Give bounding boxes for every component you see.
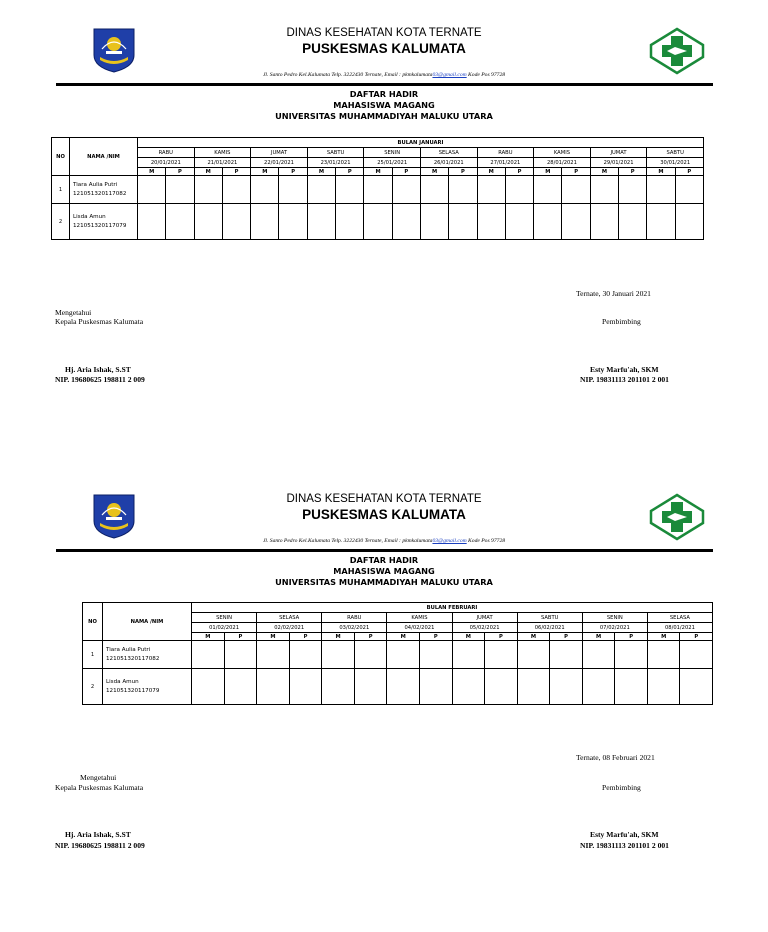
attendance-cell[interactable] [194, 204, 222, 240]
supervisor-nip: NIP. 19831113 201101 2 001 [580, 841, 669, 850]
attendance-cell[interactable] [257, 669, 290, 705]
attendance-cell[interactable] [419, 669, 452, 705]
afternoon-col-header: P [675, 168, 703, 176]
student-name: Tiara Aulia Putri [106, 646, 151, 653]
month-header: BULAN JANUARI [138, 138, 704, 148]
month-header: BULAN FEBRUARI [192, 603, 713, 613]
attendance-cell[interactable] [420, 204, 448, 240]
attendance-sheet-february [0, 466, 768, 932]
afternoon-col-header: P [392, 168, 420, 176]
attendance-cell[interactable] [224, 641, 257, 669]
morning-col-header: M [477, 168, 505, 176]
morning-col-header: M [647, 633, 680, 641]
no-header: NO [83, 603, 103, 641]
day-date: 03/02/2021 [322, 623, 387, 633]
date-line: Ternate, 08 Februari 2021 [576, 753, 655, 762]
attendance-cell[interactable] [392, 204, 420, 240]
postal-code: Kode Pos 97728 [466, 72, 506, 78]
attendance-cell[interactable] [647, 669, 680, 705]
day-date: 22/01/2021 [251, 158, 308, 168]
morning-col-header: M [452, 633, 485, 641]
attendance-cell[interactable] [485, 669, 518, 705]
day-name: RABU [138, 148, 195, 158]
attendance-cell[interactable] [387, 641, 420, 669]
attendance-cell[interactable] [279, 204, 307, 240]
attendance-table [51, 137, 704, 240]
attendance-cell[interactable] [485, 641, 518, 669]
health-cross-logo [649, 27, 705, 75]
day-date: 28/01/2021 [534, 158, 591, 168]
supervisor-title: Pembimbing [602, 783, 641, 792]
morning-col-header: M [387, 633, 420, 641]
supervisor-nip: NIP. 19831113 201101 2 001 [580, 375, 669, 384]
attendance-cell[interactable] [257, 641, 290, 669]
address-line [0, 72, 768, 78]
day-name: SENIN [364, 148, 421, 158]
attendance-cell[interactable] [392, 176, 420, 204]
student-name: Lisda Amun [106, 678, 139, 685]
name-header: NAMA /NIM [103, 603, 192, 641]
day-date: 04/02/2021 [387, 623, 452, 633]
attendance-cell[interactable] [192, 641, 225, 669]
name-header: NAMA /NIM [70, 138, 138, 176]
head-name: Hj. Aria Ishak, S.ST [65, 365, 131, 374]
attendance-cell[interactable] [590, 204, 618, 240]
morning-col-header: M [647, 168, 675, 176]
attendance-cell[interactable] [364, 204, 392, 240]
attendance-cell[interactable] [452, 669, 485, 705]
morning-col-header: M [138, 168, 166, 176]
morning-col-header: M [534, 168, 562, 176]
attendance-cell[interactable] [222, 204, 250, 240]
attendance-cell[interactable] [222, 176, 250, 204]
day-name: KAMIS [194, 148, 251, 158]
afternoon-col-header: P [619, 168, 647, 176]
day-name: RABU [322, 613, 387, 623]
postal-code: Kode Pos 97728 [466, 538, 506, 544]
doc-title-2: MAHASISWA MAGANG [333, 566, 435, 576]
day-name: SENIN [192, 613, 257, 623]
student-cell [103, 669, 192, 705]
attendance-cell[interactable] [680, 641, 713, 669]
student-cell [70, 176, 138, 204]
doc-title-1: DAFTAR HADIR [349, 89, 419, 99]
attendance-cell[interactable] [550, 669, 583, 705]
attendance-cell[interactable] [307, 176, 335, 204]
attendance-cell[interactable] [534, 204, 562, 240]
day-date: 07/02/2021 [582, 623, 647, 633]
student-nim: 121051320117079 [73, 222, 127, 229]
doc-title-3: UNIVERSITAS MUHAMMADIYAH MALUKU UTARA [275, 577, 493, 587]
supervisor-name: Esty Marfu'ah, SKM [590, 365, 659, 374]
student-cell [70, 204, 138, 240]
day-name: KAMIS [387, 613, 452, 623]
day-date: 01/02/2021 [192, 623, 257, 633]
student-name: Tiara Aulia Putri [73, 181, 118, 188]
attendance-cell[interactable] [517, 669, 550, 705]
day-name: JUMAT [452, 613, 517, 623]
attendance-cell[interactable] [307, 204, 335, 240]
attendance-cell[interactable] [550, 641, 583, 669]
afternoon-col-header: P [485, 633, 518, 641]
head-nip: NIP. 19680625 198811 2 009 [55, 841, 145, 850]
afternoon-col-header: P [419, 633, 452, 641]
row-number: 1 [52, 176, 70, 204]
attendance-cell[interactable] [517, 641, 550, 669]
morning-col-header: M [194, 168, 222, 176]
day-date: 02/02/2021 [257, 623, 322, 633]
attendance-cell[interactable] [166, 204, 194, 240]
attendance-cell[interactable] [194, 176, 222, 204]
morning-col-header: M [307, 168, 335, 176]
day-date: 27/01/2021 [477, 158, 534, 168]
doc-title-3: UNIVERSITAS MUHAMMADIYAH MALUKU UTARA [275, 111, 493, 121]
afternoon-col-header: P [336, 168, 364, 176]
day-name: SABTU [647, 148, 704, 158]
afternoon-col-header: P [279, 168, 307, 176]
afternoon-col-header: P [505, 168, 533, 176]
afternoon-col-header: P [449, 168, 477, 176]
day-name: JUMAT [251, 148, 308, 158]
day-name: SELASA [647, 613, 712, 623]
attendance-table [82, 602, 713, 705]
afternoon-col-header: P [354, 633, 387, 641]
afternoon-col-header: P [224, 633, 257, 641]
attendance-cell[interactable] [647, 641, 680, 669]
morning-col-header: M [364, 168, 392, 176]
day-name: JUMAT [590, 148, 647, 158]
attendance-cell[interactable] [251, 204, 279, 240]
day-date: 20/01/2021 [138, 158, 195, 168]
day-date: 05/02/2021 [452, 623, 517, 633]
attendance-cell[interactable] [138, 176, 166, 204]
attendance-cell[interactable] [336, 204, 364, 240]
doc-title-2: MAHASISWA MAGANG [333, 100, 435, 110]
date-line: Ternate, 30 Januari 2021 [576, 289, 651, 298]
header-rule [56, 549, 713, 552]
attendance-cell[interactable] [562, 204, 590, 240]
address-line [0, 538, 768, 544]
attendance-cell[interactable] [590, 176, 618, 204]
attendance-cell[interactable] [449, 204, 477, 240]
attendance-cell[interactable] [505, 204, 533, 240]
attendance-cell[interactable] [582, 641, 615, 669]
day-name: KAMIS [534, 148, 591, 158]
attendance-cell[interactable] [166, 176, 194, 204]
student-nim: 121051320117082 [106, 655, 160, 662]
attendance-cell[interactable] [675, 204, 703, 240]
day-date: 06/02/2021 [517, 623, 582, 633]
agency-name: DINAS KESEHATAN KOTA TERNATE [286, 493, 482, 505]
day-name: SABTU [517, 613, 582, 623]
student-nim: 121051320117082 [73, 190, 127, 197]
day-date: 08/01/2021 [647, 623, 712, 633]
afternoon-col-header: P [550, 633, 583, 641]
attendance-cell[interactable] [251, 176, 279, 204]
attendance-cell[interactable] [354, 669, 387, 705]
morning-col-header: M [582, 633, 615, 641]
morning-col-header: M [322, 633, 355, 641]
day-date: 26/01/2021 [420, 158, 477, 168]
acknowledged-label: Mengetahui [80, 773, 117, 782]
attendance-cell[interactable] [322, 669, 355, 705]
attendance-cell[interactable] [615, 641, 648, 669]
supervisor-name: Esty Marfu'ah, SKM [590, 830, 659, 839]
attendance-cell[interactable] [647, 204, 675, 240]
supervisor-title: Pembimbing [602, 317, 641, 326]
table-row [52, 204, 704, 240]
clinic-name: PUSKESMAS KALUMATA [302, 41, 466, 56]
row-number: 1 [83, 641, 103, 669]
attendance-cell[interactable] [477, 176, 505, 204]
attendance-cell[interactable] [419, 641, 452, 669]
email-link[interactable]: 03@gmail.com [432, 538, 467, 544]
day-name: SENIN [582, 613, 647, 623]
afternoon-col-header: P [615, 633, 648, 641]
day-date: 30/01/2021 [647, 158, 704, 168]
email-link[interactable]: 03@gmail.com [432, 72, 467, 78]
head-name: Hj. Aria Ishak, S.ST [65, 830, 131, 839]
attendance-cell[interactable] [322, 641, 355, 669]
attendance-cell[interactable] [354, 641, 387, 669]
table-row [83, 669, 713, 705]
attendance-cell[interactable] [289, 641, 322, 669]
attendance-cell[interactable] [680, 669, 713, 705]
afternoon-col-header: P [289, 633, 322, 641]
day-name: SABTU [307, 148, 364, 158]
health-cross-logo [649, 493, 705, 541]
morning-col-header: M [251, 168, 279, 176]
student-cell [103, 641, 192, 669]
attendance-cell[interactable] [387, 669, 420, 705]
table-row [52, 176, 704, 204]
attendance-cell[interactable] [675, 176, 703, 204]
morning-col-header: M [257, 633, 290, 641]
day-date: 21/01/2021 [194, 158, 251, 168]
attendance-cell[interactable] [192, 669, 225, 705]
attendance-cell[interactable] [224, 669, 257, 705]
head-nip: NIP. 19680625 198811 2 009 [55, 375, 145, 384]
clinic-name: PUSKESMAS KALUMATA [302, 507, 466, 522]
attendance-cell[interactable] [279, 176, 307, 204]
morning-col-header: M [192, 633, 225, 641]
row-number: 2 [83, 669, 103, 705]
attendance-cell[interactable] [420, 176, 448, 204]
day-name: SELASA [257, 613, 322, 623]
attendance-cell[interactable] [505, 176, 533, 204]
address-text: Jl. Santo Pedro Kel.Kalumata Telp. 3222430 Ternate, Email : pkmkalumata [262, 538, 433, 544]
head-title: Kepala Puskesmas Kalumata [55, 317, 144, 326]
attendance-cell[interactable] [477, 204, 505, 240]
attendance-cell[interactable] [619, 176, 647, 204]
no-header: NO [52, 138, 70, 176]
agency-name: DINAS KESEHATAN KOTA TERNATE [286, 27, 482, 39]
attendance-cell[interactable] [449, 176, 477, 204]
student-name: Lisda Amun [73, 213, 106, 220]
attendance-cell[interactable] [582, 669, 615, 705]
day-date: 25/01/2021 [364, 158, 421, 168]
attendance-cell[interactable] [534, 176, 562, 204]
day-name: SELASA [420, 148, 477, 158]
head-title: Kepala Puskesmas Kalumata [55, 783, 144, 792]
attendance-cell[interactable] [138, 204, 166, 240]
morning-col-header: M [420, 168, 448, 176]
header-rule [56, 83, 713, 86]
attendance-cell[interactable] [562, 176, 590, 204]
attendance-cell[interactable] [364, 176, 392, 204]
afternoon-col-header: P [680, 633, 713, 641]
afternoon-col-header: P [222, 168, 250, 176]
student-nim: 121051320117079 [106, 687, 160, 694]
table-row [83, 641, 713, 669]
day-date: 29/01/2021 [590, 158, 647, 168]
morning-col-header: M [517, 633, 550, 641]
doc-title-1: DAFTAR HADIR [349, 555, 419, 565]
attendance-cell[interactable] [289, 669, 322, 705]
acknowledged-label: Mengetahui [55, 308, 92, 317]
attendance-cell[interactable] [647, 176, 675, 204]
afternoon-col-header: P [166, 168, 194, 176]
attendance-cell[interactable] [452, 641, 485, 669]
address-text: Jl. Santo Pedro Kel.Kalumata Telp. 3222430 Ternate, Email : pkmkalumata [262, 72, 433, 78]
attendance-cell[interactable] [615, 669, 648, 705]
day-name: RABU [477, 148, 534, 158]
attendance-cell[interactable] [619, 204, 647, 240]
day-date: 23/01/2021 [307, 158, 364, 168]
attendance-cell[interactable] [336, 176, 364, 204]
morning-col-header: M [590, 168, 618, 176]
afternoon-col-header: P [562, 168, 590, 176]
row-number: 2 [52, 204, 70, 240]
